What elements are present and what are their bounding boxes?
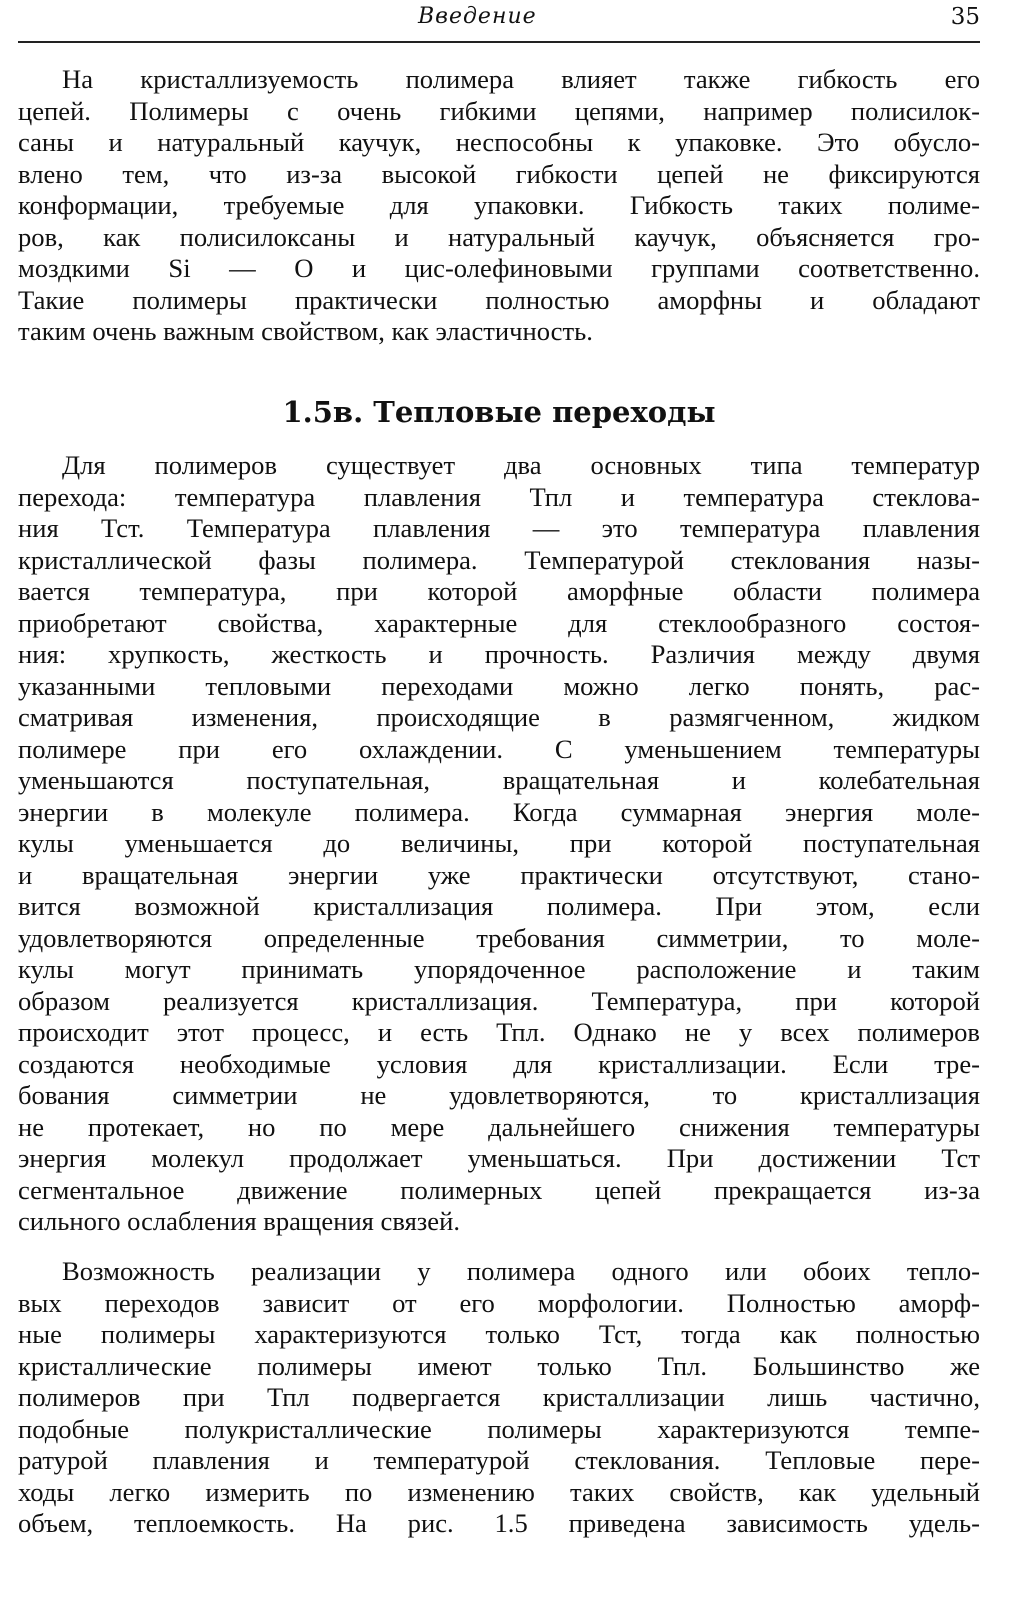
text-line: создаются необходимые условия для кристаллизации. Если тре-	[18, 1048, 980, 1079]
paragraph-crystallizability	[18, 64, 980, 356]
text-line: уменьшаются поступательная, вращательная и колебательная	[18, 765, 980, 795]
text-line: удовлетворяются определенные требования симметрии, то моле-	[18, 922, 980, 953]
text-line: сматривая изменения, происходящие в размягченном, жидком	[18, 702, 980, 732]
page-number: 35	[950, 4, 980, 30]
text-line: Для полимеров существует два основных типа температур	[62, 450, 980, 480]
text-line: перехода: температура плавления Тпл и температура стеклова-	[18, 481, 980, 512]
text-line: саны и натуральный каучук, неспособны к упаковке. Это обусло-	[18, 127, 980, 157]
text-line: и вращательная энергии уже практически отсутствуют, стано-	[18, 859, 980, 890]
section-heading: 1.5в. Тепловые переходы	[282, 395, 716, 429]
text-line: указанными тепловыми переходами можно легко понять, рас-	[18, 670, 980, 701]
text-line: кристаллические полимеры имеют только Тпл. Большинство же	[18, 1350, 980, 1381]
text-line: образом реализуется кристаллизация. Температура, при которой	[18, 985, 980, 1016]
text-line: ров, как полисилоксаны и натуральный каучук, объясняется гро-	[18, 221, 980, 252]
running-title: Введение	[418, 4, 537, 29]
text-line: вых переходов зависит от его морфологии. Полностью аморф-	[18, 1287, 980, 1318]
paragraph-thermal-transitions	[18, 450, 980, 1252]
text-line: вается температура, при которой аморфные области полимера	[18, 576, 980, 606]
text-line: вится возможной кристаллизация полимера. При этом, если	[18, 891, 980, 921]
text-line: моздкими Si — O и цис-олефиновыми группами соответственно.	[18, 253, 980, 283]
text-line: кулы могут принимать упорядоченное расположение и таким	[18, 954, 980, 984]
header-rule	[18, 41, 980, 43]
text-line: таким очень важным свойством, как эластичность.	[18, 316, 593, 346]
text-line: приобретают свойства, характерные для стеклообразного состоя-	[18, 607, 980, 638]
text-line: подобные полукристаллические полимеры характеризуются темпе-	[18, 1413, 980, 1444]
paragraph-morphology	[18, 1256, 980, 1548]
text-line: не протекает, но по мере дальнейшего снижения температуры	[18, 1111, 980, 1142]
book-page	[18, 0, 980, 1600]
text-line: кристаллической фазы полимера. Температурой стеклования назы-	[18, 544, 980, 575]
text-line: цепей. Полимеры с очень гибкими цепями, например полисилок-	[18, 95, 980, 126]
text-line: На кристаллизуемость полимера влияет также гибкость его	[62, 64, 980, 94]
text-line: кулы уменьшается до величины, при которой поступательная	[18, 828, 980, 858]
text-line: Возможность реализации у полимера одного или обоих тепло-	[62, 1256, 980, 1286]
text-line: полимере при его охлаждении. С уменьшением температуры	[18, 733, 980, 764]
text-line: ния Тст. Температура плавления — это температура плавления	[18, 513, 980, 543]
running-header	[18, 4, 980, 38]
text-line: ратурой плавления и температурой стеклования. Тепловые пере-	[18, 1445, 980, 1475]
text-line: энергии в молекуле полимера. Когда суммарная энергия моле-	[18, 796, 980, 827]
text-line: бования симметрии не удовлетворяются, то кристаллизация	[18, 1080, 980, 1110]
text-line: Такие полимеры практически полностью аморфны и обладают	[18, 284, 980, 315]
text-line: сегментальное движение полимерных цепей прекращается из-за	[18, 1174, 980, 1205]
text-line: влено тем, что из-за высокой гибкости цепей не фиксируются	[18, 158, 980, 189]
text-line: объем, теплоемкость. На рис. 1.5 приведена зависимость удель-	[18, 1508, 980, 1538]
text-line: полимеров при Тпл подвергается кристаллизации лишь частично,	[18, 1382, 980, 1412]
text-line: ния: хрупкость, жесткость и прочность. Различия между двумя	[18, 639, 980, 669]
text-line: ные полимеры характеризуются только Тст, тогда как полностью	[18, 1319, 980, 1349]
text-line: сильного ослабления вращения связей.	[18, 1206, 460, 1236]
text-line: энергия молекул продолжает уменьшаться. При достижении Тст	[18, 1143, 980, 1173]
text-line: происходит этот процесс, и есть Тпл. Однако не у всех полимеров	[18, 1017, 980, 1047]
text-line: конформации, требуемые для упаковки. Гибкость таких полиме-	[18, 190, 980, 220]
text-line: ходы легко измерить по изменению таких свойств, как удельный	[18, 1476, 980, 1507]
